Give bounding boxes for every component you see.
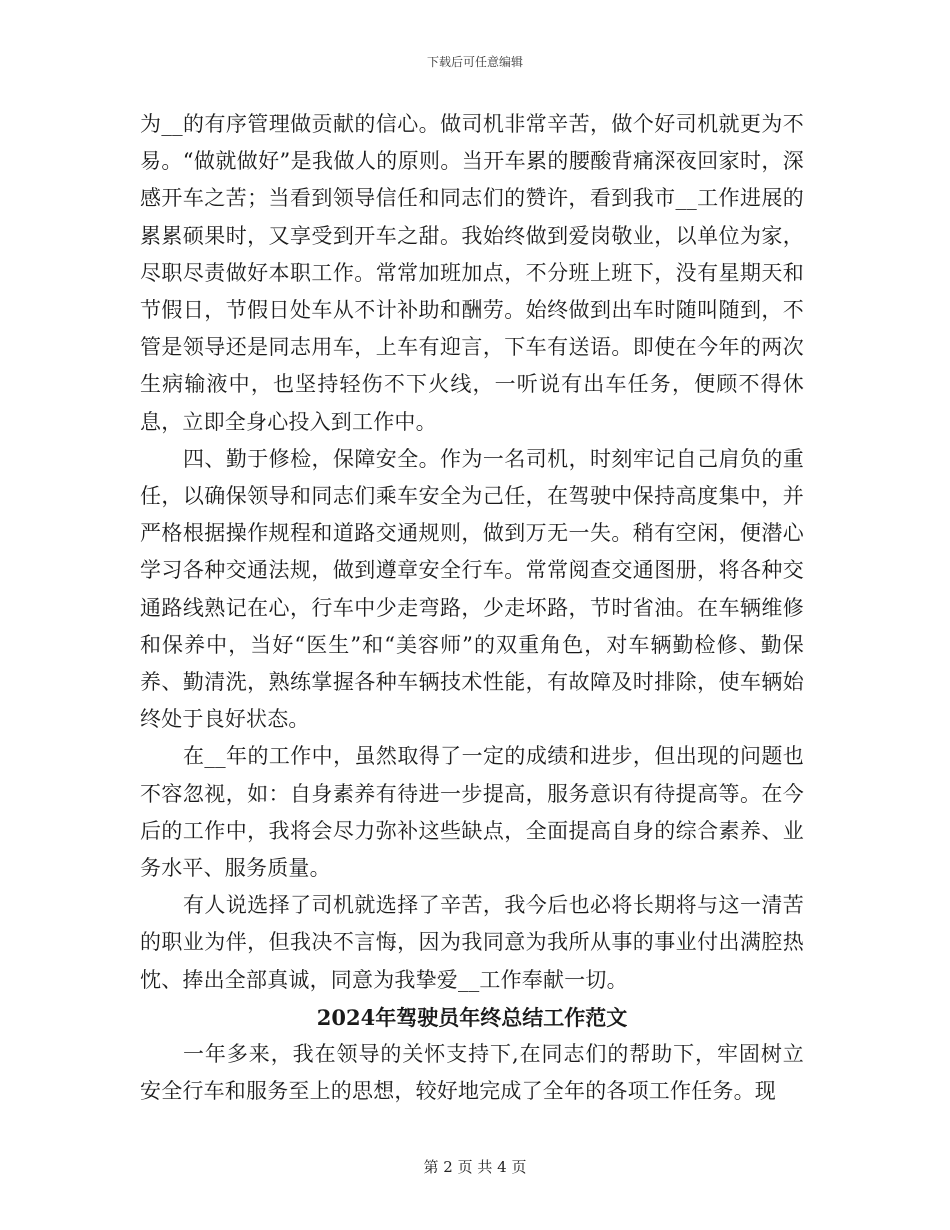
paragraph-4: 有人说选择了司机就选择了辛苦，我今后也必将长期将与这一清苦的职业为伴，但我决不言悔，因为我同意为我所从事的事业付出满腔热忱、捧出全部真诚，同意为我挚爱__工作奉献一切。 <box>140 893 804 992</box>
paragraph-2: 四、勤于修检，保障安全。作为一名司机，时刻牢记自己肩负的重任，以确保领导和同志们乘车安全为己任，在驾驶中保持高度集中，并严格根据操作规程和道路交通规则，做到万无一失。稍有空闲，便潜心学习各种交通法规，做到遵章安全行车。常常阅查交通图册，将各种交通路线熟记在心，行车中少走弯路，少走坏路，节时省油。在车辆维修和保养中，当好“医生”和“美容师”的双重角色，对车辆勤检修、勤保养、勤清洗，熟练掌握各种车辆技术性能，有故障及时排除，使车辆始终处于良好状态。 <box>140 446 804 732</box>
paragraph-5: 一年多来，我在领导的关怀支持下,在同志们的帮助下，牢固树立安全行车和服务至上的思想，较好地完成了全年的各项工作任务。现 <box>140 1042 804 1104</box>
paragraph-3: 在__年的工作中，虽然取得了一定的成绩和进步，但出现的问题也不容忽视，如：自身素养有待进一步提高，服务意识有待提高等。在今后的工作中，我将会尽力弥补这些缺点，全面提高自身的综合素养、业务水平、服务质量。 <box>140 744 804 881</box>
document-body <box>140 106 804 1110</box>
paragraph-1: 为__的有序管理做贡献的信心。做司机非常辛苦，做个好司机就更为不易。“做就做好”是我做人的原则。当开车累的腰酸背痛深夜回家时，深感开车之苦；当看到领导信任和同志们的赞许，看到我市__工作进展的累累硕果时，又享受到开车之甜。我始终做到爱岗敬业，以单位为家，尽职尽责做好本职工作。常常加班加点，不分班上班下，没有星期天和节假日，节假日处车从不计补助和酬劳。始终做到出车时随叫随到，不管是领导还是同志用车，上车有迎言，下车有送语。即使在今年的两次生病输液中，也坚持轻伤不下火线，一听说有出车任务，便顾不得休息，立即全身心投入到工作中。 <box>140 112 804 434</box>
page-footer: 第 2 页 共 4 页 <box>423 1158 527 1176</box>
page-header: 下载后可任意编辑 <box>426 55 523 69</box>
section-heading: 2024年驾驶员年终总结工作范文 <box>316 1004 628 1030</box>
